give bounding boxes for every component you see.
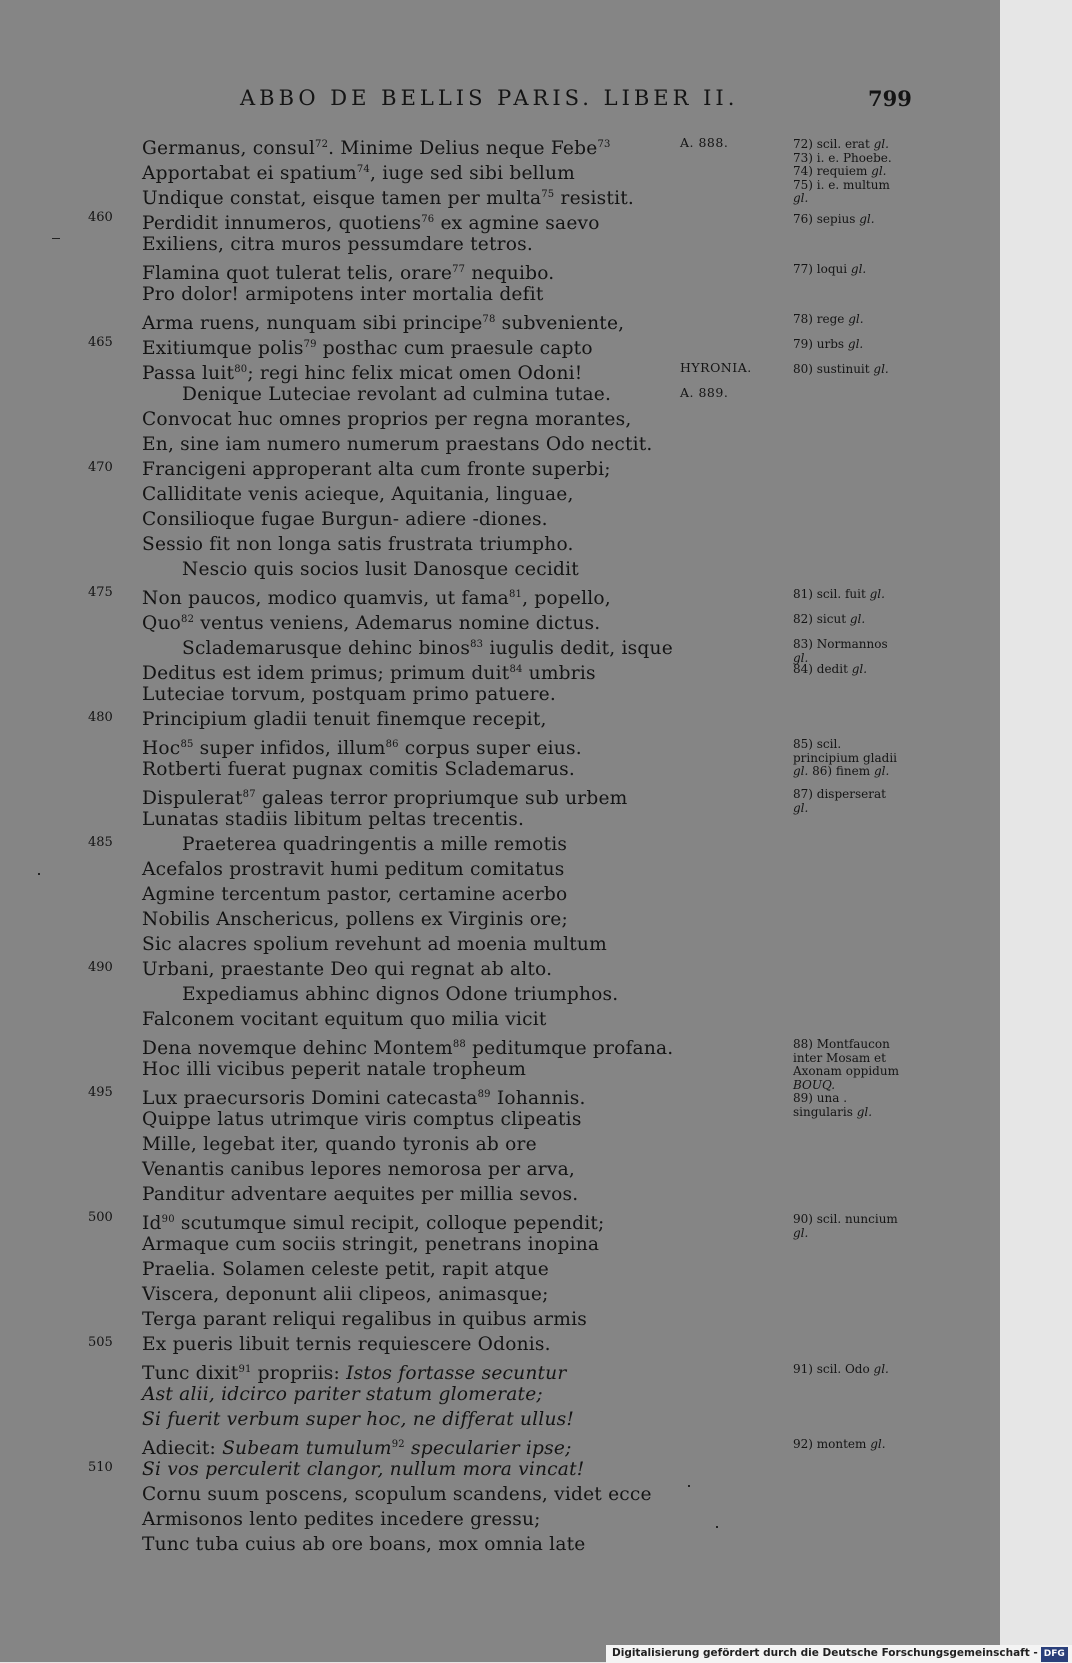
line-number: 505 xyxy=(88,1335,113,1350)
verse-text: Exitiumque polis$^{79}$ posthac cum praesule capto xyxy=(142,338,593,360)
verse-text: Armisonos lento pedites incedere gressu; xyxy=(142,1509,541,1530)
scan-mark xyxy=(38,873,40,875)
footnote: 82) sicut gl. xyxy=(793,612,866,626)
footnote: 85) scil. principium gladii gl. 86) finem gl. xyxy=(793,737,898,778)
verse-text: Sessio fit non longa satis frustrata triumpho. xyxy=(142,534,574,555)
verse-text: Flamina quot tulerat telis, orare$^{77}$ nequibo. xyxy=(142,263,555,285)
verse-text: Sic alacres spolium revehunt ad moenia multum xyxy=(142,934,607,955)
verse-text: Terga parant reliqui regalibus in quibus armis xyxy=(142,1309,587,1330)
verse-text: Sclademarusque dehinc binos$^{83}$ iugulis dedit, isque xyxy=(182,638,673,660)
verse-text: Luteciae torvum, postquam primo patuere. xyxy=(142,684,556,705)
verse-text: Agmine tercentum pastor, certamine acerbo xyxy=(142,884,568,905)
verse-text: Falconem vocitant equitum quo milia vicit xyxy=(142,1009,547,1030)
footnote: 92) montem gl. xyxy=(793,1437,886,1451)
line-number: 495 xyxy=(88,1085,113,1100)
verse-text: Undique constat, eisque tamen per multa$^{75}$ resistit. xyxy=(142,188,635,210)
verse-text: Francigeni approperant alta cum fronte superbi; xyxy=(142,459,611,480)
verse-text: Armaque cum sociis stringit, penetrans inopina xyxy=(142,1234,600,1255)
verse-text: Cornu suum poscens, scopulum scandens, videt ecce xyxy=(142,1484,652,1505)
verse-text: Ex pueris libuit ternis requiescere Odonis. xyxy=(142,1334,551,1355)
digitization-credit xyxy=(606,1645,1072,1663)
verse-text: Germanus, consul$^{72}$. Minime Delius neque Febe$^{73}$ xyxy=(142,138,611,160)
footnote: 91) scil. Odo gl. xyxy=(793,1362,889,1376)
verse-text: Calliditate venis acieque, Aquitania, linguae, xyxy=(142,484,574,505)
verse-text: Nobilis Anschericus, pollens ex Virginis ore; xyxy=(142,909,568,930)
verse-text: Arma ruens, nunquam sibi principe$^{78}$ subveniente, xyxy=(142,313,625,335)
margin-note: HYRONIA. xyxy=(680,360,752,375)
footnote: 80) sustinuit gl. xyxy=(793,362,889,376)
verse-text: Passa luit$^{80}$; regi hinc felix micat omen Odoni! xyxy=(142,363,583,385)
footnote: 88) Montfaucon inter Mosam et Axonam oppidum BOUQ. 89) una . singularis gl. xyxy=(793,1037,899,1119)
verse-text: Apportabat ei spatium$^{74}$, iuge sed sibi bellum xyxy=(142,163,575,185)
line-number: 470 xyxy=(88,460,113,475)
verse-text: Praelia. Solamen celeste petit, rapit atque xyxy=(142,1259,549,1280)
verse-text: Quo$^{82}$ ventus veniens, Ademarus nomine dictus. xyxy=(142,613,601,635)
scan-mark xyxy=(52,238,60,239)
line-number: 480 xyxy=(88,710,113,725)
line-number: 485 xyxy=(88,835,113,850)
verse-text: Exiliens, citra muros pessumdare tetros. xyxy=(142,234,533,255)
verse-text: Hoc illi vicibus peperit natale tropheum xyxy=(142,1059,527,1080)
verse-text: Urbani, praestante Deo qui regnat ab alto. xyxy=(142,959,553,980)
verse-text: Panditur adventare aequites per millia sevos. xyxy=(142,1184,579,1205)
verse-text: Praeterea quadringentis a mille remotis xyxy=(182,834,568,855)
verse-text: Pro dolor! armipotens inter mortalia defit xyxy=(142,284,544,305)
verse-text: Expediamus abhinc dignos Odone triumphos. xyxy=(182,984,619,1005)
verse-text: En, sine iam numero numerum praestans Odo nectit. xyxy=(142,434,653,455)
line-number: 500 xyxy=(88,1210,113,1225)
verse-text: Lux praecursoris Domini catecasta$^{89}$ Iohannis. xyxy=(142,1088,586,1110)
running-head: ABBO DE BELLIS PARIS. LIBER II. xyxy=(240,86,739,110)
footnote: 90) scil. nuncium gl. xyxy=(793,1212,898,1240)
verse-text: Consilioque fugae Burgun- adiere -diones. xyxy=(142,509,548,530)
verse-text: Quippe latus utrimque viris comptus clipeatis xyxy=(142,1109,582,1130)
line-number: 510 xyxy=(88,1460,113,1475)
verse-text: Si fuerit verbum super hoc, ne differat ullus! xyxy=(142,1409,575,1430)
verse-text: Lunatas stadiis libitum peltas trecentis. xyxy=(142,809,525,830)
verse-text: Perdidit innumeros, quotiens$^{76}$ ex agmine saevo xyxy=(142,213,600,235)
credit-text: Digitalisierung gefördert durch die Deutsche Forschungsgemeinschaft - xyxy=(612,1647,1038,1659)
verse-text: Denique Luteciae revolant ad culmina tutae. xyxy=(182,384,612,405)
verse-text: Acefalos prostravit humi peditum comitatus xyxy=(142,859,565,880)
verse-text: Viscera, deponunt alii clipeos, animasque; xyxy=(142,1284,549,1305)
footnote: 83) Normannos gl. xyxy=(793,637,888,665)
verse-text: Rotberti fuerat pugnax comitis Sclademarus. xyxy=(142,759,576,780)
verse-text: Dena novemque dehinc Montem$^{88}$ peditumque profana. xyxy=(142,1038,674,1060)
verse-text: Adiecit: Subeam tumulum$^{92}$ specularier ipse; xyxy=(142,1438,572,1460)
verse-text: Venantis canibus lepores nemorosa per arva, xyxy=(142,1159,575,1180)
page-number: 799 xyxy=(868,86,912,111)
margin-note: A. 888. xyxy=(680,135,729,150)
line-number: 475 xyxy=(88,585,113,600)
footnote: 78) rege gl. xyxy=(793,312,864,326)
margin-note: A. 889. xyxy=(680,385,729,400)
footnote: 87) disperserat gl. xyxy=(793,787,886,815)
scan-mark xyxy=(688,1485,690,1487)
dfg-logo: DFG xyxy=(1041,1647,1068,1662)
footnote: 77) loqui gl. xyxy=(793,262,867,276)
verse-text: Tunc dixit$^{91}$ propriis: Istos fortasse secuntur xyxy=(142,1363,567,1385)
line-number: 490 xyxy=(88,960,113,975)
footnote: 72) scil. erat gl. 73) i. e. Phoebe. 74) requiem gl. 75) i. e. multum gl. xyxy=(793,137,892,205)
verse-text: Mille, legebat iter, quando tyronis ab ore xyxy=(142,1134,537,1155)
verse-text: Principium gladii tenuit finemque recepit, xyxy=(142,709,547,730)
verse-text: Ast alii, idcirco pariter statum glomerate; xyxy=(142,1384,543,1405)
verse-text: Hoc$^{85}$ super infidos, illum$^{86}$ corpus super eius. xyxy=(142,738,582,760)
footnote: 84) dedit gl. xyxy=(793,662,868,676)
line-number: 460 xyxy=(88,210,113,225)
verse-text: Non paucos, modico quamvis, ut fama$^{81}$, popello, xyxy=(142,588,611,610)
footnote: 79) urbs gl. xyxy=(793,337,864,351)
verse-text: Convocat huc omnes proprios per regna morantes, xyxy=(142,409,632,430)
footnote: 81) scil. fuit gl. xyxy=(793,587,885,601)
verse-text: Tunc tuba cuius ab ore boans, mox omnia late xyxy=(142,1534,586,1555)
verse-text: Dispulerat$^{87}$ galeas terror propriumque sub urbem xyxy=(142,788,628,810)
verse-text: Id$^{90}$ scutumque simul recipit, colloque pependit; xyxy=(142,1213,605,1235)
line-number: 465 xyxy=(88,335,113,350)
scan-mark xyxy=(716,1526,718,1528)
verse-text: Si vos perculerit clangor, nullum mora vincat! xyxy=(142,1459,585,1480)
verse-text: Deditus est idem primus; primum duit$^{84}$ umbris xyxy=(142,663,596,685)
footnote: 76) sepius gl. xyxy=(793,212,875,226)
verse-text: Nescio quis socios lusit Danosque cecidit xyxy=(182,559,579,580)
